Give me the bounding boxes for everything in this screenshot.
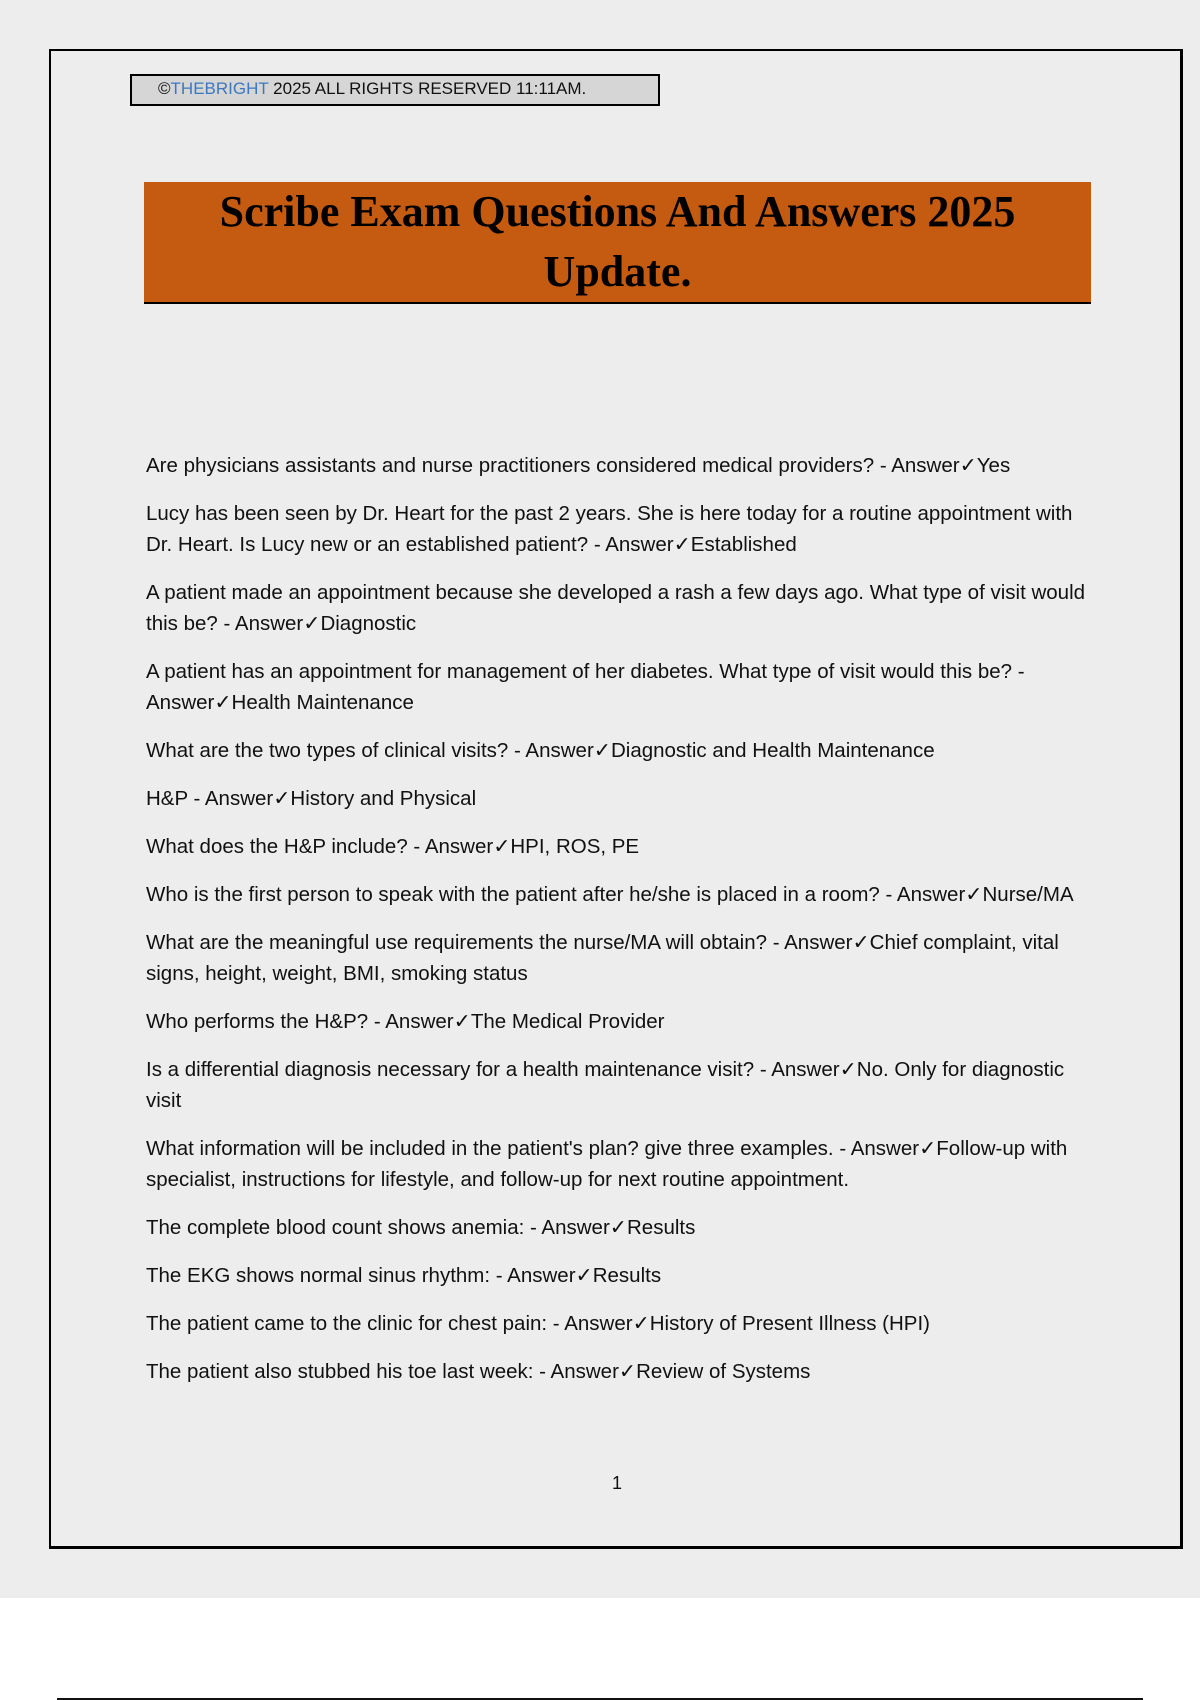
answer-label: - Answer [490, 1264, 576, 1287]
answer-label: - Answer [407, 835, 494, 858]
answer-text: Follow-up with specialist, instructions for lifestyle, and follow-up for next routine appointment. [146, 1137, 1068, 1191]
checkmark-icon: ✓ [593, 739, 611, 762]
answer-text: Results [592, 1264, 662, 1287]
qa-item [146, 1006, 1096, 1037]
question-text: A patient has an appointment for management of her diabetes. What type of visit would this be? [146, 660, 1013, 683]
answer-text: Chief complaint, vital signs, height, weight, BMI, smoking status [146, 931, 1059, 985]
answer-text: Yes [976, 454, 1011, 477]
qa-item [146, 577, 1096, 639]
brand-name: THEBRIGHT [170, 79, 269, 98]
answer-text: Diagnostic and Health Maintenance [610, 739, 935, 762]
qa-item [146, 1308, 1096, 1339]
qa-item [146, 1356, 1096, 1387]
checkmark-icon: ✓ [673, 533, 691, 556]
checkmark-icon: ✓ [303, 612, 321, 635]
page-number: 1 [611, 1473, 622, 1493]
answer-label: - Answer [368, 1010, 454, 1033]
question-text: The EKG shows normal sinus rhythm: [146, 1264, 491, 1287]
checkmark-icon: ✓ [632, 1312, 650, 1335]
question-text: Who is the first person to speak with the patient after he/she is placed in a room? [146, 883, 880, 906]
checkmark-icon: ✓ [214, 691, 232, 714]
question-text: What are the meaningful use requirements the nurse/MA will obtain? [146, 931, 768, 954]
qa-item [146, 1212, 1096, 1243]
checkmark-icon: ✓ [919, 1137, 937, 1160]
checkmark-icon: ✓ [852, 931, 870, 954]
answer-text: HPI, ROS, PE [510, 835, 640, 858]
question-text: Are physicians assistants and nurse practitioners considered medical providers? [146, 454, 875, 477]
answer-text: The Medical Provider [470, 1010, 665, 1033]
checkmark-icon: ✓ [965, 883, 983, 906]
qa-item [146, 450, 1096, 481]
qa-item [146, 1054, 1096, 1116]
answer-label: - Answer [547, 1312, 633, 1335]
answer-label: - Answer [524, 1216, 610, 1239]
qa-item [146, 735, 1096, 766]
checkmark-icon: ✓ [839, 1058, 857, 1081]
copyright-text: 2025 ALL RIGHTS RESERVED 11:11AM. [268, 79, 587, 98]
qa-item [146, 831, 1096, 862]
answer-text: No. Only for diagnostic visit [146, 1058, 1065, 1112]
copyright-symbol: © [158, 79, 171, 98]
answer-label: - Answer [588, 533, 674, 556]
question-text: What does the H&P include? [146, 835, 408, 858]
title-banner [144, 182, 1091, 304]
qa-item [146, 656, 1096, 718]
answer-text: Review of Systems [636, 1360, 811, 1383]
page-title: Scribe Exam Questions And Answers 2025 Update. [219, 187, 1016, 296]
answer-text: Health Maintenance [231, 691, 414, 714]
answer-text: Nurse/MA [982, 883, 1074, 906]
checkmark-icon: ✓ [575, 1264, 593, 1287]
qa-item [146, 879, 1096, 910]
checkmark-icon: ✓ [618, 1360, 637, 1383]
copyright-notice [130, 74, 660, 106]
question-text: The patient also stubbed his toe last week: [146, 1360, 534, 1383]
question-text: What information will be included in the patient's plan? give three examples. [146, 1137, 834, 1160]
qa-item [146, 498, 1096, 560]
answer-label: - Answer [217, 612, 304, 635]
answer-label: - Answer [508, 739, 594, 762]
qa-item [146, 1133, 1096, 1195]
answer-label: - Answer [833, 1137, 920, 1160]
answer-label: - Answer [533, 1360, 619, 1383]
question-text: Who performs the H&P? [146, 1010, 369, 1033]
qa-item [146, 783, 1096, 814]
checkmark-icon: ✓ [493, 835, 511, 858]
question-text: The complete blood count shows anemia: [146, 1216, 525, 1239]
question-text: H&P [146, 787, 188, 810]
answer-label: - Answer [754, 1058, 840, 1081]
checkmark-icon: ✓ [609, 1216, 627, 1239]
answer-label: - Answer [874, 454, 960, 477]
question-text: Is a differential diagnosis necessary for a health maintenance visit? [146, 1058, 755, 1081]
answer-label: - Answer [879, 883, 966, 906]
question-text: A patient made an appointment because she developed a rash a few days ago. What type of visit would this be? [146, 581, 1086, 635]
answer-text: History of Present Illness (HPI) [649, 1312, 930, 1335]
answer-text: Results [626, 1216, 696, 1239]
answer-text: Diagnostic [320, 612, 417, 635]
qa-item [146, 1260, 1096, 1291]
answer-text: Established [690, 533, 797, 556]
answer-label: - Answer [767, 931, 853, 954]
answer-label: - Answer [187, 787, 274, 810]
question-text: Lucy has been seen by Dr. Heart for the past 2 years. She is here today for a routine appointment with Dr. Heart. Is Lucy new or an established patient? [146, 502, 1073, 556]
checkmark-icon: ✓ [453, 1010, 471, 1033]
checkmark-icon: ✓ [959, 454, 977, 477]
qa-list [146, 450, 1096, 1404]
answer-label: - Answer [146, 660, 1025, 714]
checkmark-icon: ✓ [273, 787, 291, 810]
question-text: The patient came to the clinic for chest pain: [146, 1312, 548, 1335]
answer-text: History and Physical [290, 787, 477, 810]
question-text: What are the two types of clinical visits? [146, 739, 509, 762]
qa-item [146, 927, 1096, 989]
